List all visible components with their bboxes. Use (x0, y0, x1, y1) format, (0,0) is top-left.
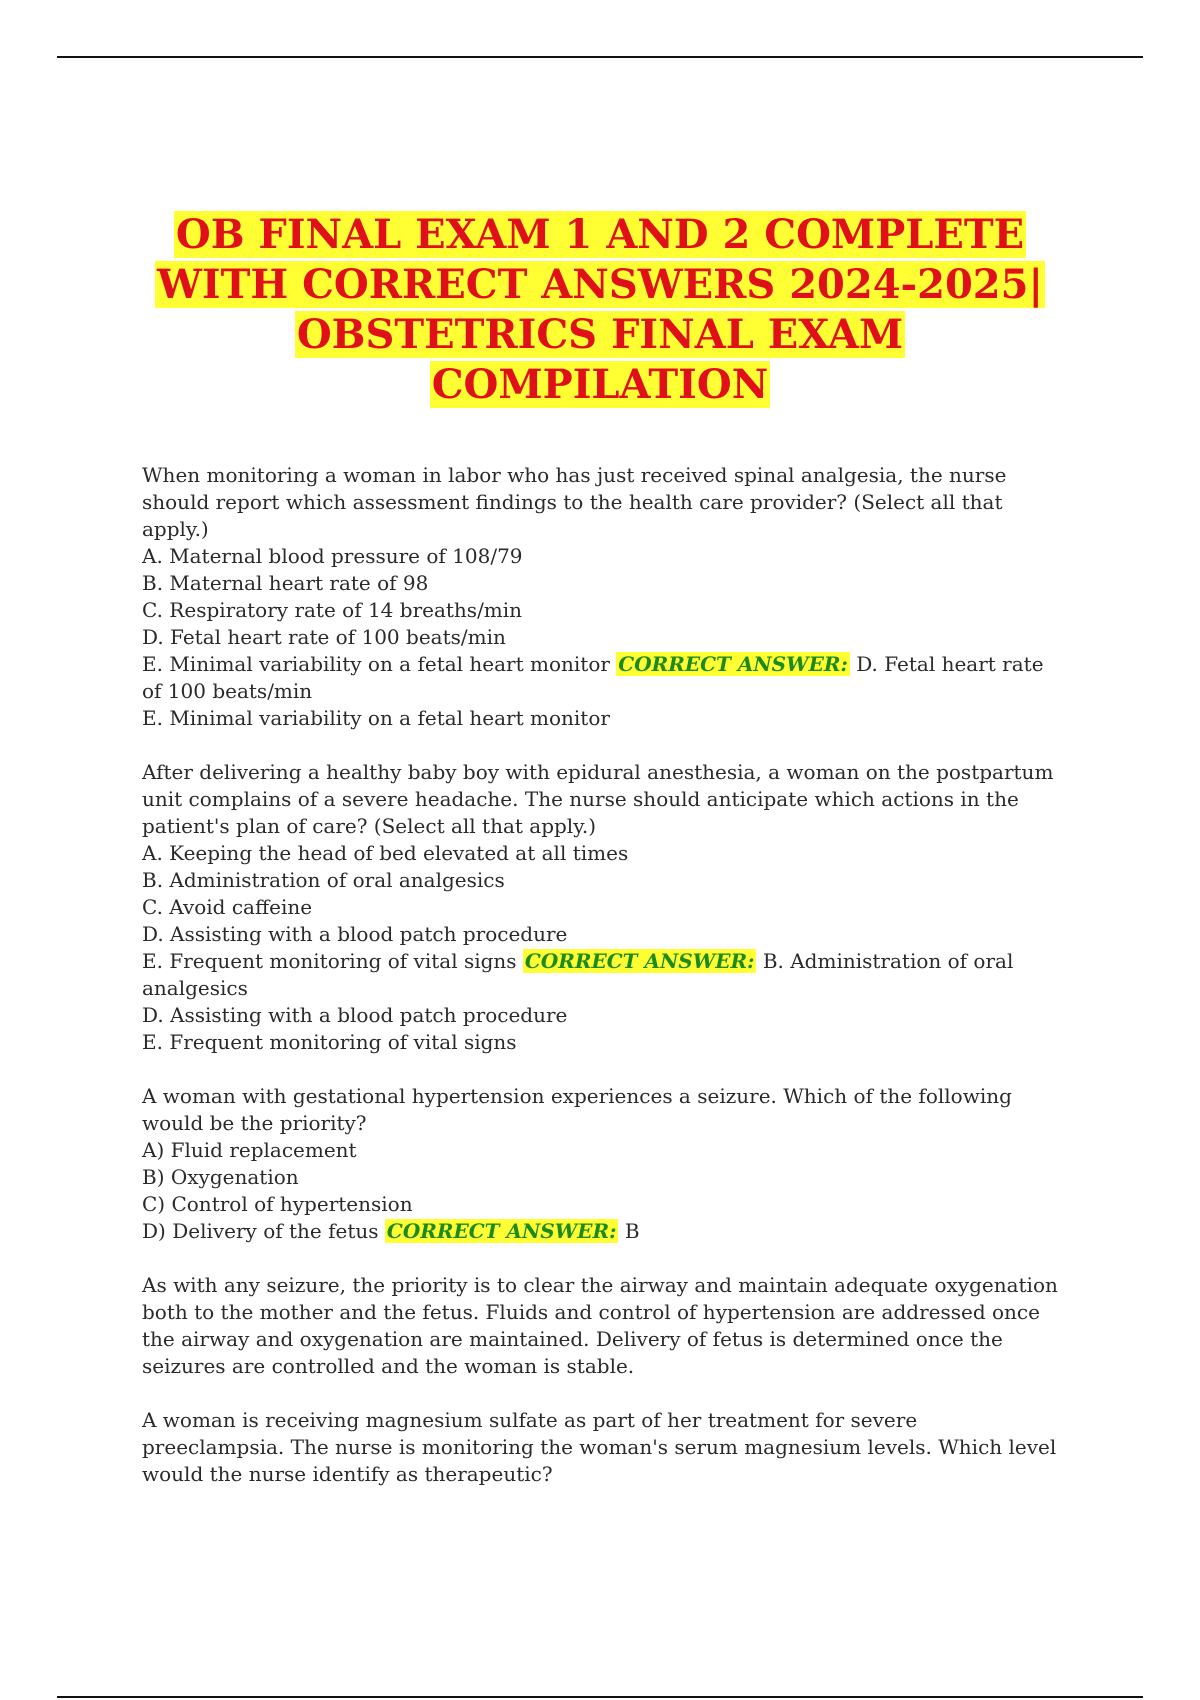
title-line-1: OB FINAL EXAM 1 AND 2 COMPLETE (175, 211, 1025, 258)
question-stem: After delivering a healthy baby boy with epidural anesthesia, a woman on the postpartum unit complains of a severe headache. The nurse should anticipate which actions in the patient's plan of care? (Select all that apply.) (142, 760, 1054, 838)
question-1 (142, 462, 1062, 732)
option-e-with-answer (142, 948, 1062, 1002)
option-e: E. Minimal variability on a fetal heart monitor (142, 652, 610, 676)
question-2 (142, 759, 1062, 1056)
option-c: C. Respiratory rate of 14 breaths/min (142, 598, 523, 622)
option-a: A. Keeping the head of bed elevated at all times (142, 841, 629, 865)
document-title (100, 210, 1100, 410)
option-d-with-answer (142, 1218, 1062, 1245)
correct-answer-label: CORRECT ANSWER: (524, 949, 755, 973)
title-line-4: COMPILATION (431, 361, 769, 408)
option-b: B) Oxygenation (142, 1165, 299, 1189)
rationale-text: As with any seizure, the priority is to clear the airway and maintain adequate oxygenation both to the mother and the fetus. Fluids and control of hypertension are addressed once the airway and oxygenation are maintained. Delivery of fetus is determined once the seizures are controlled and the woman is stable. (142, 1273, 1058, 1378)
option-b: B. Maternal heart rate of 98 (142, 571, 429, 595)
answer-text: D. Fetal heart rate of 100 beats/min (142, 652, 1044, 703)
option-c: C) Control of hypertension (142, 1192, 413, 1216)
question-stem: When monitoring a woman in labor who has just received spinal analgesia, the nurse should report which assessment findings to the health care provider? (Select all that apply.) (142, 463, 1007, 541)
title-line-2: WITH CORRECT ANSWERS 2024-2025| (156, 261, 1044, 308)
option-e: E. Frequent monitoring of vital signs (142, 949, 517, 973)
answer-text: B. Administration of oral analgesics (142, 949, 1014, 1000)
option-d: D. Fetal heart rate of 100 beats/min (142, 625, 506, 649)
option-d: D) Delivery of the fetus (142, 1219, 379, 1243)
bottom-rule (57, 1696, 1143, 1698)
option-a: A) Fluid replacement (142, 1138, 357, 1162)
correct-answer-label: CORRECT ANSWER: (618, 652, 848, 676)
question-4 (142, 1407, 1062, 1488)
option-a: A. Maternal blood pressure of 108/79 (142, 544, 523, 568)
question-stem: A woman is receiving magnesium sulfate as part of her treatment for severe preeclampsia. The nurse is monitoring the woman's serum magnesium levels. Which level would the nurse identify as therapeutic? (142, 1408, 1057, 1486)
rationale (142, 1272, 1062, 1380)
option-d: D. Assisting with a blood patch procedure (142, 922, 568, 946)
top-rule (57, 56, 1143, 58)
option-c: C. Avoid caffeine (142, 895, 313, 919)
question-3 (142, 1083, 1062, 1245)
answer-text: B (624, 1219, 640, 1243)
answer-text: E. Frequent monitoring of vital signs (142, 1030, 517, 1054)
title-line-3: OBSTETRICS FINAL EXAM (296, 311, 904, 358)
answer-text: E. Minimal variability on a fetal heart monitor (142, 706, 610, 730)
correct-answer-label: CORRECT ANSWER: (386, 1219, 617, 1243)
exam-content (142, 462, 1062, 1515)
answer-text: D. Assisting with a blood patch procedure (142, 1003, 568, 1027)
option-e-with-answer (142, 651, 1062, 705)
option-b: B. Administration of oral analgesics (142, 868, 505, 892)
question-stem: A woman with gestational hypertension experiences a seizure. Which of the following would be the priority? (142, 1084, 1012, 1135)
